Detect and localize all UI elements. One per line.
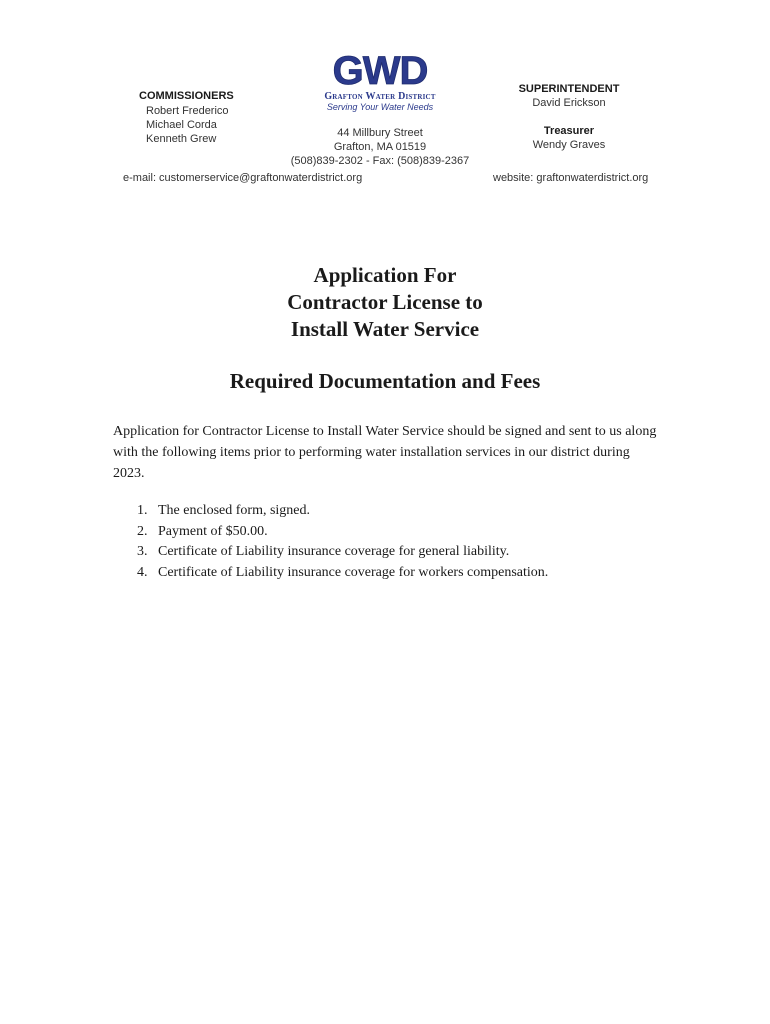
title-line: Install Water Service	[290, 317, 480, 341]
address-phone: (508)839-2302 - Fax: (508)839-2367	[290, 155, 470, 167]
commissioner-name: Kenneth Grew	[146, 133, 217, 145]
intro-paragraph: Application for Contractor License to Install Water Service should be signed and sent to us along with the following items prior to performing water installation services in our district during 2023.	[113, 424, 657, 481]
logo-mark-text: GWD	[332, 50, 428, 90]
commissioners-heading: COMMISSIONERS	[139, 90, 234, 102]
treasurer-name: Wendy Graves	[532, 139, 606, 151]
gwd-logo-icon	[321, 50, 439, 90]
superintendent-name: David Erickson	[532, 97, 606, 109]
commissioner-name: Michael Corda	[146, 119, 217, 131]
commissioners-block	[139, 89, 259, 146]
document-title	[185, 262, 585, 343]
address-street: 44 Millbury Street	[337, 127, 423, 139]
treasurer-heading: Treasurer	[543, 125, 595, 137]
commissioner-name: Robert Frederico	[146, 105, 229, 117]
list-item	[113, 542, 673, 563]
list-item-text: Certificate of Liability insurance coverage for workers compensation.	[158, 564, 549, 580]
list-item	[113, 563, 673, 584]
treasurer-block	[504, 124, 634, 152]
list-item-number: 2.	[137, 523, 148, 539]
superintendent-heading: SUPERINTENDENT	[518, 83, 620, 95]
list-item-number: 3.	[137, 544, 148, 559]
document-subtitle: Required Documentation and Fees	[229, 369, 541, 393]
list-item	[113, 522, 673, 543]
title-line: Application For	[313, 263, 457, 287]
list-item-text: Payment of $50.00.	[158, 523, 268, 539]
district-website: website: graftonwaterdistrict.org	[493, 172, 649, 184]
district-email: e-mail: customerservice@graftonwaterdistrict.org	[123, 172, 363, 184]
list-item-text: Certificate of Liability insurance coverage for general liability.	[158, 544, 510, 559]
list-item	[113, 501, 673, 522]
list-item-number: 4.	[137, 564, 148, 580]
logo-district-name: Grafton Water District	[324, 91, 436, 102]
address-city: Grafton, MA 01519	[333, 141, 427, 153]
requirements-list	[113, 501, 673, 583]
list-item-number: 1.	[137, 503, 148, 518]
district-address	[270, 126, 490, 168]
district-logo	[300, 50, 460, 112]
list-item-text: The enclosed form, signed.	[158, 503, 311, 518]
title-line: Contractor License to	[287, 290, 483, 314]
superintendent-block	[504, 82, 634, 110]
logo-tagline: Serving Your Water Needs	[326, 102, 434, 112]
